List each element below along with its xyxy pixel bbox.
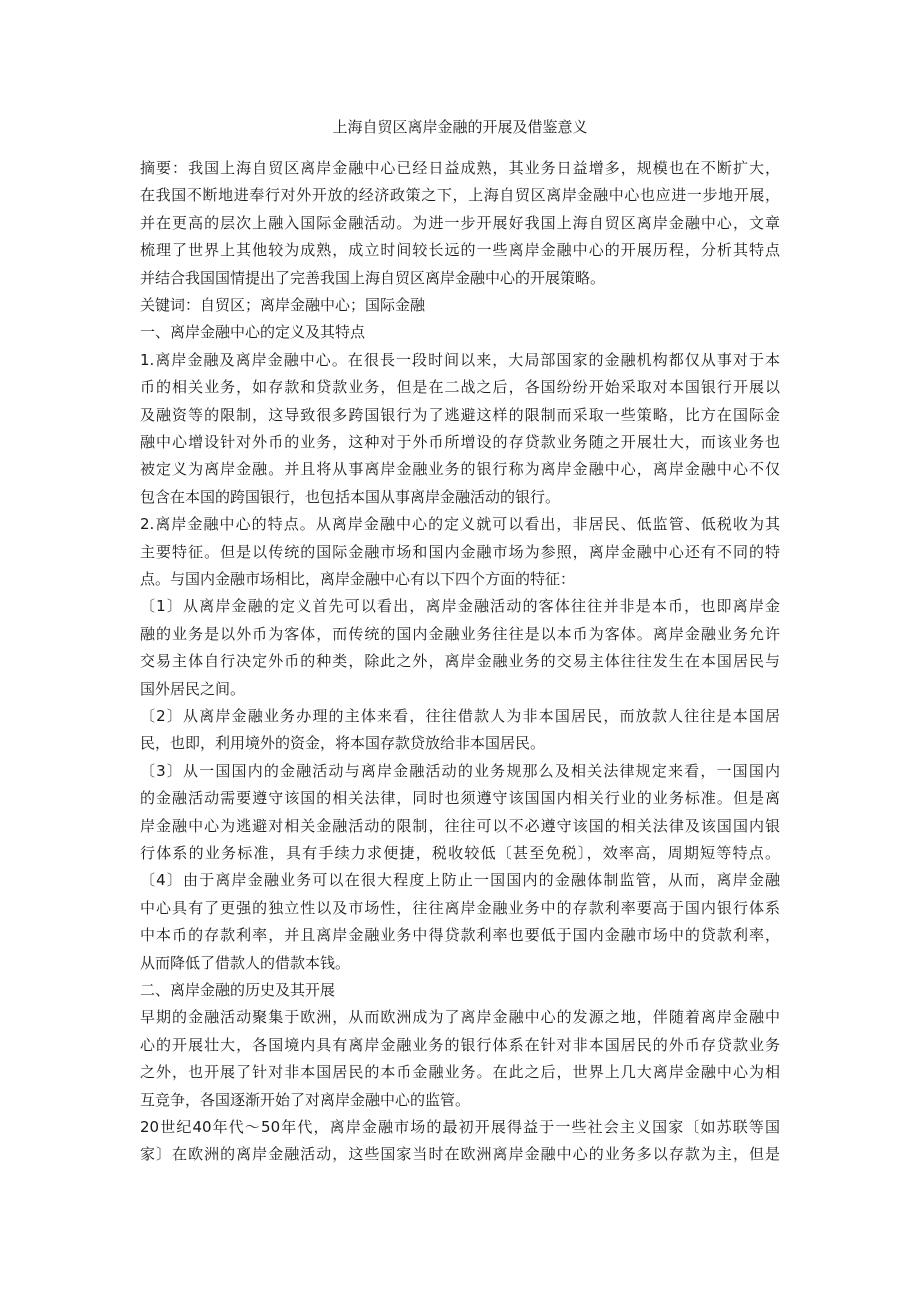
text-line: 中心具有了更强的独立性以及市场性，往往离岸金融业务中的存款利率要高于国内银行体系 [140,898,780,917]
text-line: 中本币的存款利率，并且离岸金融业务中得贷款利率也要低于国内金融市场中的贷款利率， [140,926,780,945]
text-line: 2.离岸金融中心的特点。从离岸金融中心的定义就可以看出，非居民、低监管、低税收为其 [140,515,780,534]
text-line: 〔2〕从离岸金融业务办理的主体来看，往往借款人为非本国居民，而放款人往往是本国居 [140,707,780,725]
text-line: 融中心增设针对外币的业务，这种对于外币所增设的存贷款业务随之开展壮大，而该业务也 [140,433,780,451]
text-line: 之外，也开展了针对非本国居民的本币金融业务。在此之后，世界上几大离岸金融中心为相 [140,1063,780,1082]
text-line: 从而降低了借款人的借款本钱。 [140,953,351,972]
document-title: 上海自贸区离岸金融的开展及借鉴意义 [332,118,588,136]
text-line: 行体系的业务标准，具有手续力求便捷，税收较低〔甚至免税〕，效率高，周期短等特点。 [140,844,780,862]
text-line: 民，也即，利用境外的资金，将本国存款贷放给非本国居民。 [140,734,546,753]
text-line: 币的相关业务，如存款和贷款业务，但是在二战之后，各国纷纷开始采取对本国银行开展以 [140,378,780,397]
text-line: 交易主体自行决定外币的种类，除此之外，离岸金融业务的交易主体往往发生在本国居民与 [140,652,780,671]
text-line: 点。与国内金融市场相比，离岸金融中心有以下四个方面的特征： [140,570,576,588]
text-line: 互竞争，各国逐渐开始了对离岸金融中心的监管。 [140,1090,471,1109]
text-line: 融的业务是以外币为客体，而传统的国内金融业务往往是以本币为客体。离岸金融业务允许 [140,624,780,643]
text-line: 的金融活动需要遵守该国的相关法律，同时也须遵守该国国内相关行业的业务标准。但是离 [140,789,780,808]
text-line: 20世纪40年代～50年代，离岸金融市场的最初开展得益于一些社会主义国家〔如苏联等国 [140,1118,780,1136]
text-line: 〔4〕由于离岸金融业务可以在很大程度上防止一国国内的金融体制监管，从而，离岸金融 [140,871,780,890]
text-line: 关键词：自贸区；离岸金融中心；国际金融 [140,296,426,314]
text-line: 主要特征。但是以传统的国际金融市场和国内金融市场为参照，离岸金融中心还有不同的特 [140,542,780,561]
text-line: 岸金融中心为逃避对相关金融活动的限制，往往可以不必遵守该国的相关法律及该国国内银 [140,816,780,835]
text-line: 国外居民之间。 [140,679,246,698]
text-line: 摘要：我国上海自贸区离岸金融中心已经日益成熟，其业务日益增多，规模也在不断扩大， [140,159,780,177]
text-line: 梳理了世界上其他较为成熟，成立时间较长远的一些离岸金融中心的开展历程，分析其特点 [140,241,780,260]
text-line: 并在更高的层次上融入国际金融活动。为进一步开展好我国上海自贸区离岸金融中心，文章 [140,213,780,232]
text-line: 1.离岸金融及离岸金融中心。在很長一段时间以来，大局部国家的金融机构都仅从事对于本 [140,350,780,369]
text-line: 被定义为离岸金融。并且将从事离岸金融业务的银行称为离岸金融中心，离岸金融中心不仅 [140,460,780,479]
text-line: 早期的金融活动聚集于欧洲，从而欧洲成为了离岸金融中心的发源之地，伴随着离岸金融中 [140,1008,780,1027]
text-line: 及融资等的限制，这导致很多跨国银行为了逃避这样的限制而采取一些策略，比方在国际金 [140,405,780,424]
text-line: 家〕在欧洲的离岸金融活动，这些国家当时在欧洲离岸金融中心的业务多以存款为主，但是 [140,1145,780,1164]
text-line: 〔1〕从离岸金融的定义首先可以看出，离岸金融活动的客体往往并非是本币，也即离岸金 [140,597,780,616]
text-line: 心的开展壮大，各国境内具有离岸金融业务的银行体系在针对非本国居民的外币存贷款业务 [140,1035,780,1054]
text-line: 并结合我国国情提出了完善我国上海自贸区离岸金融中心的开展策略。 [140,268,606,287]
text-line: 〔3〕从一国国内的金融活动与离岸金融活动的业务规那么及相关法律规定来看，一国国内 [140,761,780,780]
text-line: 一、离岸金融中心的定义及其特点 [140,323,366,342]
text-line: 在我国不断地进奉行对外开放的经济政策之下，上海自贸区离岸金融中心也应进一步地开展， [140,186,780,205]
text-line: 二、离岸金融的历史及其开展 [140,981,336,999]
text-line: 包含在本国的跨国银行，也包括本国从事离岸金融活动的银行。 [140,487,561,506]
